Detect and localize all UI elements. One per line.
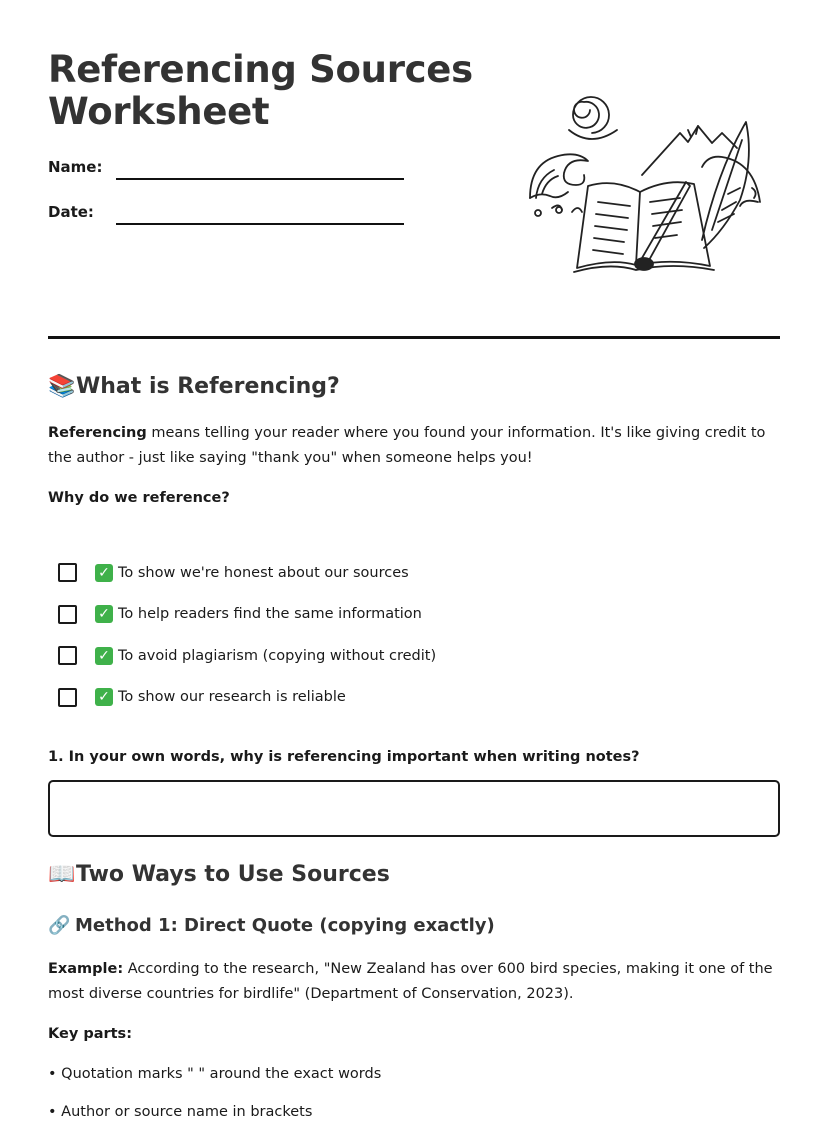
why-reference-label: Why do we reference? — [48, 490, 230, 506]
checklist-item — [58, 677, 436, 719]
checklist-item — [58, 552, 436, 594]
check-mark-icon: ✓ — [95, 605, 113, 623]
book-quill-illustration-icon — [522, 90, 767, 280]
section-heading-what-is-referencing — [48, 374, 340, 399]
title-line-1: Referencing Sources — [48, 48, 473, 91]
key-parts-label: Key parts: — [48, 1026, 132, 1042]
reason-text: To show we're honest about our sources — [118, 564, 409, 581]
header-divider — [48, 336, 780, 339]
date-field-row — [48, 203, 404, 225]
section-heading-text: Two Ways to Use Sources — [76, 862, 390, 887]
page-title — [48, 49, 473, 133]
books-icon: 📚 — [48, 374, 76, 399]
example-text: According to the research, "New Zealand has over 600 bird species, making it one of the most diverse countries for birdlife" (Department of Conservation, 2023). — [48, 961, 773, 1002]
checkbox[interactable] — [58, 646, 77, 665]
date-field[interactable] — [116, 223, 404, 225]
key-part-item: • Quotation marks " " around the exact words — [48, 1066, 382, 1082]
reason-text: To help readers find the same information — [118, 606, 422, 623]
reasons-checklist — [58, 552, 436, 718]
question-1: 1. In your own words, why is referencing important when writing notes? — [48, 749, 640, 765]
name-field-row — [48, 158, 404, 180]
section-heading-two-ways — [48, 862, 390, 887]
check-mark-icon: ✓ — [95, 688, 113, 706]
name-field[interactable] — [116, 178, 404, 180]
key-part-item: • Author or source name in brackets — [48, 1104, 313, 1120]
referencing-intro — [48, 421, 780, 471]
checkbox[interactable] — [58, 605, 77, 624]
checkbox[interactable] — [58, 563, 77, 582]
reason-text: To show our research is reliable — [118, 689, 346, 706]
checklist-item — [58, 635, 436, 677]
checklist-item — [58, 594, 436, 636]
question-1-answer-box[interactable] — [48, 780, 780, 837]
open-book-icon: 📖 — [48, 862, 76, 887]
date-label: Date: — [48, 203, 94, 221]
reason-text: To avoid plagiarism (copying without credit) — [118, 647, 437, 664]
name-label: Name: — [48, 158, 103, 176]
method-1-heading — [48, 915, 495, 936]
example-label: Example: — [48, 961, 124, 977]
check-mark-icon: ✓ — [95, 564, 113, 582]
link-icon: 🔗 — [48, 915, 71, 936]
intro-text: means telling your reader where you found your information. It's like giving credit to the author - just like saying "thank you" when someone helps you! — [48, 425, 766, 466]
section-heading-text: What is Referencing? — [76, 374, 340, 399]
check-mark-icon: ✓ — [95, 647, 113, 665]
method-1-example — [48, 957, 780, 1007]
method-1-heading-text: Method 1: Direct Quote (copying exactly) — [75, 915, 495, 936]
title-line-2: Worksheet — [48, 90, 270, 133]
intro-term: Referencing — [48, 425, 147, 441]
checkbox[interactable] — [58, 688, 77, 707]
